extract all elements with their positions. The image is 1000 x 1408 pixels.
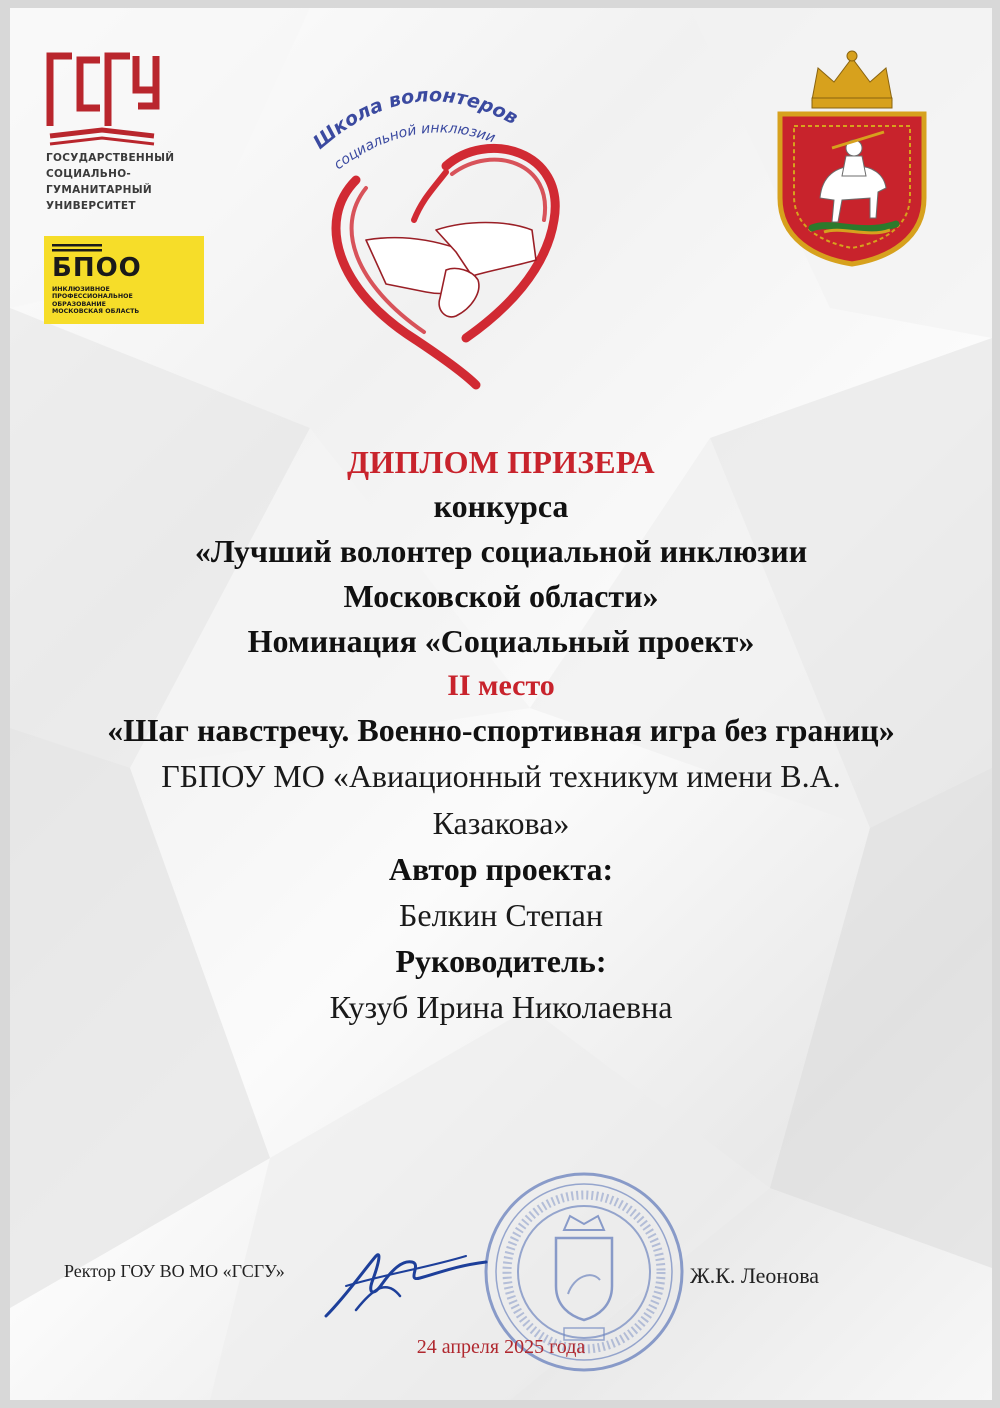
heart-arc-subtitle: социальной инклюзии <box>331 120 498 174</box>
institution-line-1: ГБПОУ МО «Авиационный техникум имени В.А. <box>161 758 841 794</box>
gsgu-name <box>46 150 246 214</box>
gsgu-line: ГУМАНИТАРНЫЙ <box>46 184 152 196</box>
author-name: Белкин Степан <box>399 897 603 933</box>
bpoo-title: БПОО <box>52 253 142 283</box>
gsgu-mark-icon <box>46 48 162 146</box>
project-name: «Шаг навстречу. Военно-спортивная игра без границ» <box>107 712 895 748</box>
bpoo-subtitle <box>52 286 139 316</box>
bpoo-line: ИНКЛЮЗИВНОЕ <box>52 286 110 293</box>
author-label: Автор проекта: <box>388 851 614 887</box>
bpoo-bars-icon <box>52 244 102 253</box>
place: II место <box>447 669 555 702</box>
diploma-sheet <box>10 8 992 1400</box>
bpoo-line: ОБРАЗОВАНИЕ <box>52 300 106 308</box>
diploma-title: ДИПЛОМ ПРИЗЕРА <box>347 444 655 480</box>
contest-label: конкурса <box>433 488 569 524</box>
supervisor-name: Кузуб Ирина Николаевна <box>329 989 673 1025</box>
gsgu-line: СОЦИАЛЬНО- <box>46 168 132 180</box>
rector-name: Ж.К. Леонова <box>690 1263 820 1288</box>
gsgu-line: УНИВЕРСИТЕТ <box>46 200 136 212</box>
diploma-body <box>10 440 992 1031</box>
bpoo-line: ПРОФЕССИОНАЛЬНОЕ <box>52 293 133 301</box>
heart-arc-title: Школа волонтеров <box>309 84 522 154</box>
rector-label: Ректор ГОУ ВО МО «ГСГУ» <box>64 1261 285 1281</box>
bpoo-line: МОСКОВСКАЯ ОБЛАСТЬ <box>52 308 140 316</box>
institution-line-2: Казакова» <box>432 805 570 841</box>
contest-name-line-1: «Лучший волонтер социальной инклюзии <box>194 533 808 569</box>
issue-date: 24 апреля 2025 года <box>416 1336 586 1358</box>
contest-name-line-2: Московской области» <box>343 578 659 614</box>
moscow-oblast-coat-of-arms-icon <box>772 48 932 268</box>
signature-icon <box>316 1226 496 1326</box>
nomination: Номинация «Социальный проект» <box>247 623 755 659</box>
supervisor-label: Руководитель: <box>395 943 607 979</box>
volunteer-school-heart-logo <box>296 70 566 390</box>
bpoo-logo <box>44 236 204 324</box>
gsgu-line: ГОСУДАРСТВЕННЫЙ <box>46 152 175 164</box>
